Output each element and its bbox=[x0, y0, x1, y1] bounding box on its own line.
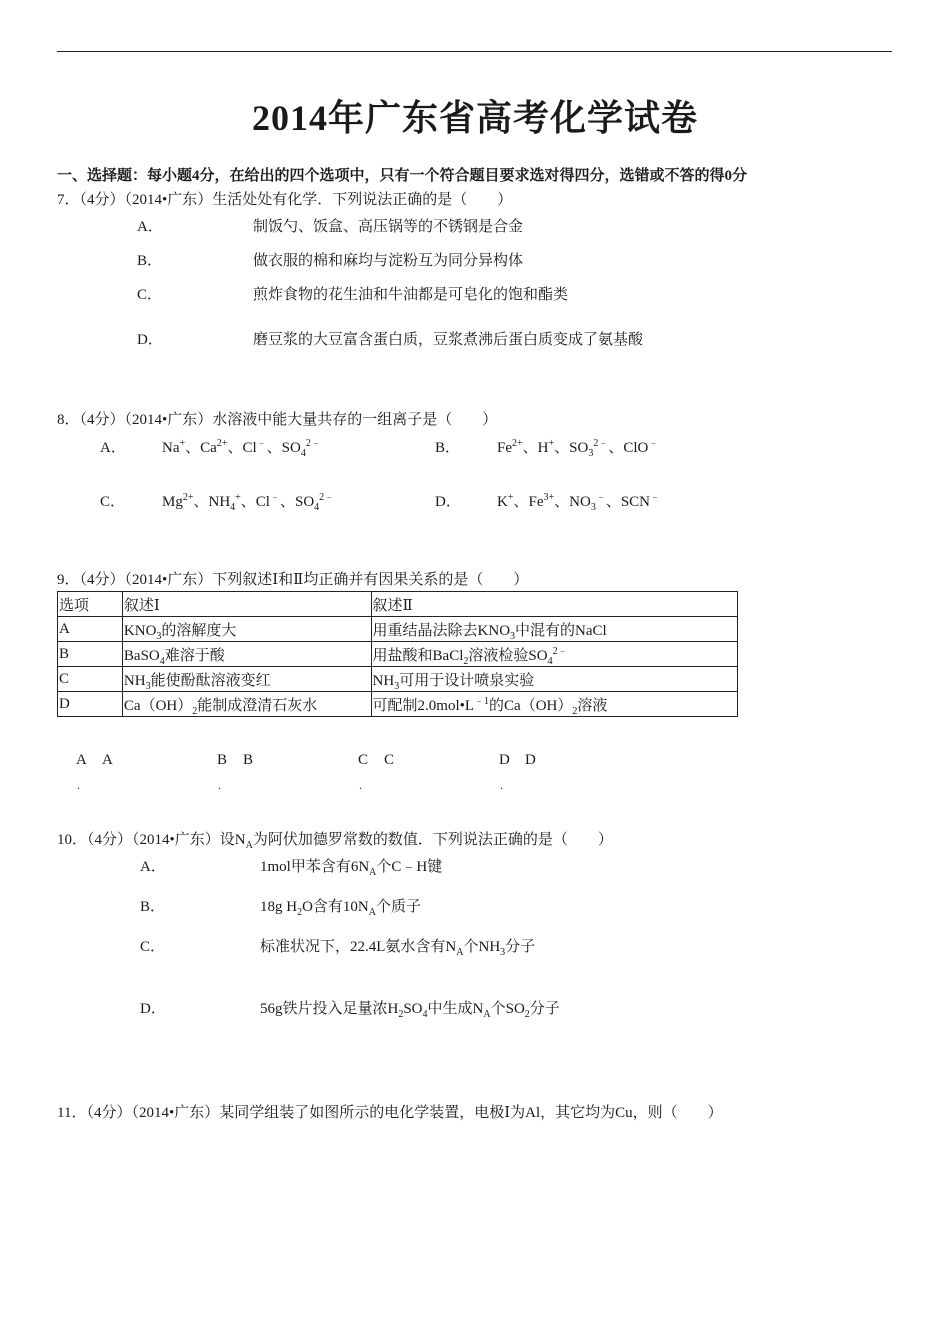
q9-answer-c-letter: C bbox=[358, 752, 369, 768]
page-title: 2014年广东省高考化学试卷 bbox=[251, 98, 698, 138]
q10-option-a-label: A． bbox=[140, 859, 166, 875]
q7-option-d-label: D． bbox=[137, 332, 163, 348]
statement-1: BaSO$_4$难溶于酸 bbox=[122, 642, 371, 667]
q7-option-c-text: 煎炸食物的花生油和牛油都是可皂化的饱和酯类 bbox=[253, 287, 569, 303]
statement-2: $NH_3$可用于设计喷泉实验 bbox=[371, 667, 737, 692]
q10-stem: 10．（4分）（2014•广东）设$N_A$为阿伏加德罗常数的数值．下列说法正确的是（ ） bbox=[57, 832, 613, 851]
statement-2: 用盐酸和BaCl$_2$溶液检验$SO_4^{2﹣}$ bbox=[371, 642, 737, 667]
table-row bbox=[58, 642, 738, 667]
q7-stem: 7．（4分）（2014•广东）生活处处有化学．下列说法正确的是（ ） bbox=[57, 192, 513, 208]
q8-option-a-label: A． bbox=[100, 440, 126, 456]
q8-option-d-text: K+、$Fe^{3+}$、$NO_3^﹣$、SCN﹣ bbox=[497, 492, 660, 513]
q9-answer-a-text: A bbox=[102, 752, 113, 768]
table-row bbox=[58, 617, 738, 642]
q8-option-b-text: $Fe^{2+}$、H+、$SO_3^{2﹣}$、ClO﹣ bbox=[497, 438, 659, 459]
q8-option-b-label: B． bbox=[435, 440, 461, 456]
q10-option-d-text: 56g铁片投入足量浓$H_2SO_4$中生成$N_A$个$SO_2$分子 bbox=[260, 1001, 560, 1020]
statement-2: 可配制$2.0mol•L^{﹣1}$的$Ca(OH)_2$溶液 bbox=[371, 692, 737, 717]
q8-stem: 8．（4分）（2014•广东）水溶液中能大量共存的一组离子是（ ） bbox=[57, 412, 498, 428]
q10-option-c-label: C． bbox=[140, 939, 166, 955]
statement-1: $NH_3$能使酚酞溶液变红 bbox=[122, 667, 371, 692]
q10-option-c-text: 标准状况下，22.4L氨水含有$N_A$个$NH_3$分子 bbox=[260, 939, 536, 958]
row-label: D bbox=[58, 692, 123, 717]
q9-answer-b-dot: . bbox=[218, 778, 221, 792]
q10-option-a-text: 1mol甲苯含有$6N_A$个C﹣H键 bbox=[260, 859, 443, 878]
statement-2: 用重结晶法除去$KNO_3$中混有的NaCl bbox=[371, 617, 737, 642]
q8-option-c-label: C． bbox=[100, 494, 126, 510]
q7-option-a-label: A． bbox=[137, 219, 163, 235]
row-label: A bbox=[58, 617, 123, 642]
q9-answer-c-dot: . bbox=[359, 778, 362, 792]
table-row bbox=[58, 692, 738, 717]
q9-answer-d-dot: . bbox=[500, 778, 503, 792]
q9-answer-a-dot: . bbox=[77, 778, 80, 792]
q9-answer-c-text: C bbox=[384, 752, 395, 768]
q10-option-b-text: 18g $H_2O$含有$10N_A$个质子 bbox=[260, 899, 422, 918]
q9-answer-b-letter: B bbox=[217, 752, 228, 768]
q7-option-b-text: 做衣服的棉和麻均与淀粉互为同分异构体 bbox=[253, 253, 524, 269]
table-header-row bbox=[58, 592, 738, 617]
q7-option-b-label: B． bbox=[137, 253, 163, 269]
table-header-cell: 叙述Ⅰ bbox=[122, 592, 371, 617]
q9-answer-d-text: D bbox=[525, 752, 536, 768]
q10-option-b-label: B． bbox=[140, 899, 166, 915]
statement-1: $KNO_3$的溶解度大 bbox=[122, 617, 371, 642]
table-header-cell: 叙述Ⅱ bbox=[371, 592, 737, 617]
q10-option-d-label: D． bbox=[140, 1001, 166, 1017]
q8-option-c-text: $Mg^{2+}$、$NH_4^+$、Cl﹣、$SO_4^{2﹣}$ bbox=[162, 492, 335, 513]
q8-option-a-text: Na+、$Ca^{2+}$、Cl﹣、$SO_4^{2﹣}$ bbox=[162, 438, 321, 459]
row-label: C bbox=[58, 667, 123, 692]
header-rule bbox=[57, 51, 892, 52]
q9-table bbox=[57, 591, 738, 717]
q8-option-d-label: D． bbox=[435, 494, 461, 510]
q9-answer-b-text: B bbox=[243, 752, 254, 768]
section-heading: 一、选择题：每小题4分，在给出的四个选项中，只有一个符合题目要求选对得四分，选错或不答的得0分 bbox=[57, 168, 748, 184]
statement-1: $Ca(OH)_2$能制成澄清石灰水 bbox=[122, 692, 371, 717]
table-row bbox=[58, 667, 738, 692]
q7-option-c-label: C． bbox=[137, 287, 163, 303]
row-label: B bbox=[58, 642, 123, 667]
q9-stem: 9．（4分）（2014•广东）下列叙述Ⅰ和Ⅱ均正确并有因果关系的是（ ） bbox=[57, 572, 529, 588]
q11-stem: 11．（4分）（2014•广东）某同学组装了如图所示的电化学装置，电极Ⅰ为Al，其它均为Cu，则（ ） bbox=[57, 1105, 723, 1121]
table-header-cell: 选项 bbox=[58, 592, 123, 617]
q7-option-d-text: 磨豆浆的大豆富含蛋白质，豆浆煮沸后蛋白质变成了氨基酸 bbox=[253, 332, 644, 348]
q9-answer-a-letter: A bbox=[76, 752, 87, 768]
q7-option-a-text: 制饭勺、饭盒、高压锅等的不锈钢是合金 bbox=[253, 219, 524, 235]
q9-answer-d-letter: D bbox=[499, 752, 510, 768]
